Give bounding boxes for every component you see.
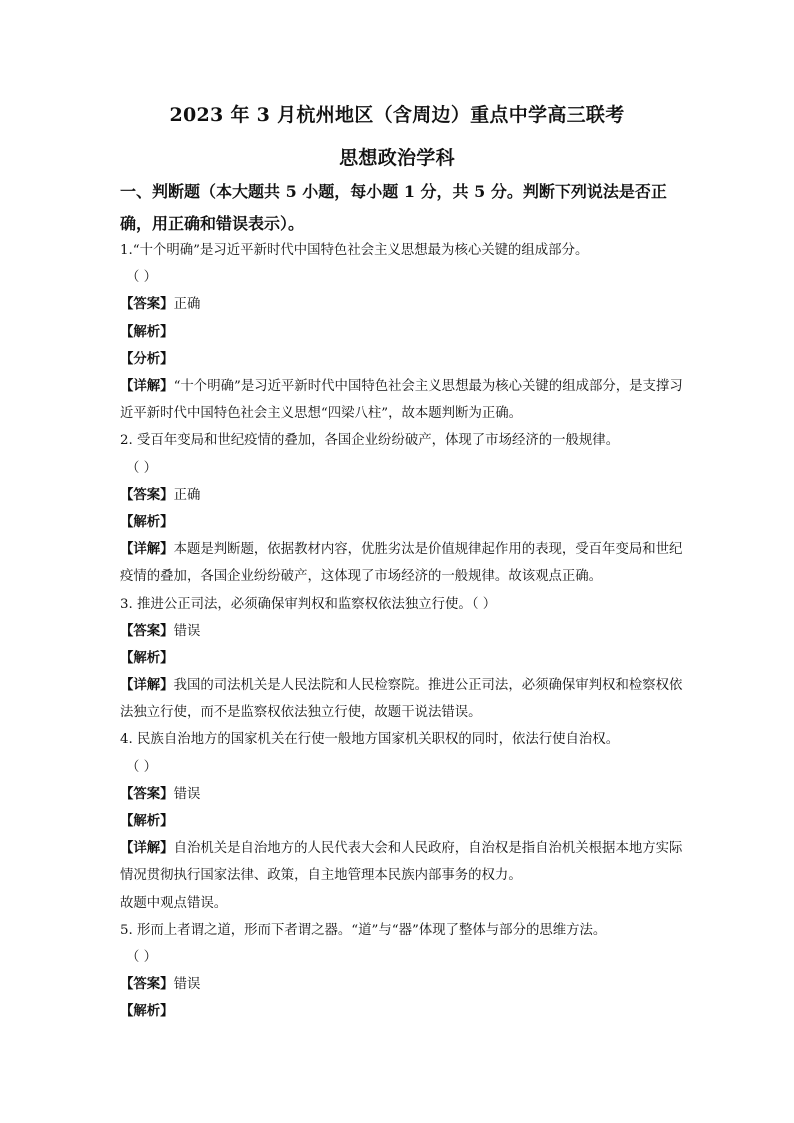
question-list — [120, 237, 685, 1026]
answer-label: 【答案】 — [120, 976, 174, 993]
fenxi-label: 【分析】 — [120, 350, 174, 367]
question-2-stem: 2. 受百年变局和世纪疫情的叠加，各国企业纷纷破产，体现了市场经济的一般规律。 — [120, 433, 620, 449]
question-1-blank: （ ） — [126, 270, 158, 286]
detail-label: 【详解】 — [120, 541, 174, 558]
question-4-answer — [120, 781, 685, 808]
question-1-detail — [120, 373, 685, 427]
question-1-answer — [120, 291, 685, 318]
document-subtitle: 思想政治学科 — [339, 147, 455, 169]
detail-label: 【详解】 — [120, 840, 174, 857]
question-5-stem: 5. 形而上者谓之道，形而下者谓之器。“道”与“器”体现了整体与部分的思维方法。 — [120, 922, 607, 938]
detail-text: “十个明确”是习近平新时代中国特色社会主义思想最为核心关键的组成部分，是支撑习近平新时代中国特色社会主义思想“四梁八柱”，故本题判断为正确。 — [120, 378, 683, 422]
question-4-stem: 4. 民族自治地方的国家机关在行使一般地方国家机关职权的同时，依法行使自治权。 — [120, 732, 620, 748]
answer-label: 【答案】 — [120, 486, 174, 503]
question-5-blank: （ ） — [126, 950, 158, 965]
analysis-label: 【解析】 — [120, 513, 174, 530]
detail-label: 【详解】 — [120, 677, 174, 694]
question-2-answer — [120, 482, 685, 509]
document-title: 2023 年 3 月杭州地区（含周边）重点中学高三联考 — [169, 104, 625, 126]
question-4-detail — [120, 835, 685, 889]
answer-value: 错误 — [173, 623, 201, 639]
detail-text: 本题是判断题，依据教材内容，优胜劣汰是价值规律起作用的表现，受百年变局和世纪疫情的叠加，各国企业纷纷破产，这体现了市场经济的一般规律。故该观点正确。 — [120, 542, 683, 585]
detail-text: 我国的司法机关是人民法院和人民检察院。推进公正司法，必须确保审判权和检察权依法独立行使，而不是监察权依法独立行使，故题干说法错误。 — [120, 678, 683, 721]
analysis-label: 【解析】 — [120, 649, 174, 666]
question-3-stem: 3. 推进公正司法，必须确保审判权和监察权依法独立行使。（ ） — [120, 596, 497, 612]
analysis-label: 【解析】 — [120, 813, 174, 830]
question-5-answer — [120, 971, 685, 998]
question-4-conclusion: 故题中观点错误。 — [120, 895, 228, 911]
question-2-blank: （ ） — [126, 460, 158, 476]
question-1-stem: 1.“十个明确”是习近平新时代中国特色社会主义思想最为核心关键的组成部分。 — [120, 243, 589, 258]
question-3-answer — [120, 618, 685, 645]
answer-value: 正确 — [173, 487, 201, 503]
question-4-blank: （ ） — [126, 759, 158, 775]
answer-value: 错误 — [173, 786, 201, 802]
answer-label: 【答案】 — [120, 785, 174, 802]
answer-value: 正确 — [173, 297, 201, 313]
answer-label: 【答案】 — [120, 296, 174, 313]
question-2-detail — [120, 536, 685, 590]
answer-label: 【答案】 — [120, 622, 174, 639]
question-3-detail — [120, 672, 685, 726]
detail-label: 【详解】 — [120, 377, 174, 394]
analysis-label: 【解析】 — [120, 1003, 174, 1020]
analysis-label: 【解析】 — [120, 323, 174, 340]
detail-text: 自治机关是自治地方的人民代表大会和人民政府，自治权是指自治机关根据本地方实际情况贯彻执行国家法律、政策，自主地管理本民族内部事务的权力。 — [120, 841, 683, 884]
answer-value: 错误 — [173, 977, 201, 993]
section-heading: 一、判断题（本大题共 5 小题，每小题 1 分，共 5 分。判断下列说法是否正确，用正确和错误表示）。 — [120, 182, 667, 233]
